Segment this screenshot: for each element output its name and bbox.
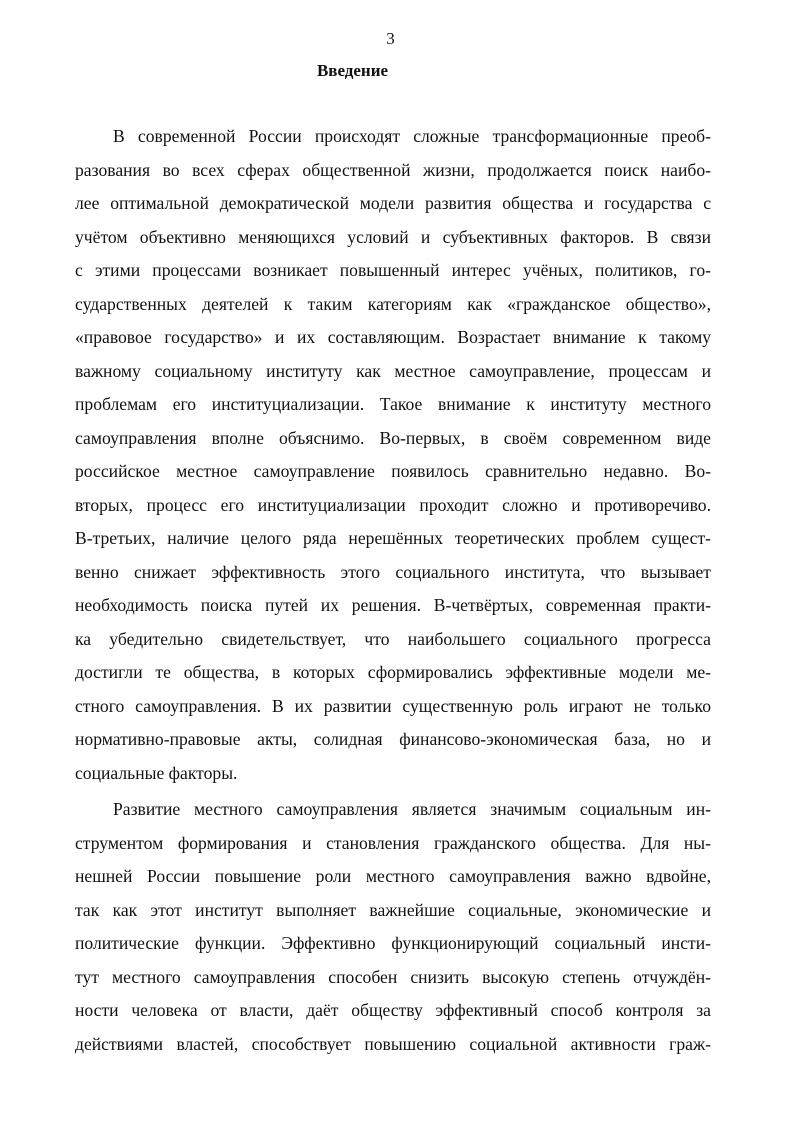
text-line: проблемам его институциализации. Такое внимание к институту местного bbox=[75, 394, 711, 414]
text-line: разования во всех сферах общественной жизни, продолжается поиск наибо- bbox=[75, 159, 711, 180]
document-body bbox=[75, 120, 711, 1061]
text-line: действиями властей, способствует повышению социальной активности граж- bbox=[75, 1033, 711, 1054]
text-line: лее оптимальной демократической модели развития общества и государства с bbox=[75, 193, 711, 213]
text-line: важному социальному институту как местное самоуправление, процессам и bbox=[75, 360, 711, 381]
text-line: В современной России происходят сложные трансформационные преоб- bbox=[113, 126, 711, 146]
text-line: ности человека от власти, даёт обществу эффективный способ контроля за bbox=[75, 1000, 711, 1020]
text-line: стного самоуправления. В их развитии существенную роль играют не только bbox=[75, 695, 711, 716]
text-line: «правовое государство» и их составляющим. Возрастает внимание к такому bbox=[75, 327, 711, 347]
text-line: вторых, процесс его институциализации проходит сложно и противоречиво. bbox=[75, 494, 711, 515]
text-line: российское местное самоуправление появилось сравнительно недавно. Во- bbox=[75, 461, 711, 481]
text-line: необходимость поиска путей их решения. В-четвёртых, современная практи- bbox=[75, 595, 711, 615]
text-line: ка убедительно свидетельствует, что наибольшего социального прогресса bbox=[75, 628, 711, 649]
text-line: В-третьих, наличие целого ряда нерешённых теоретических проблем сущест- bbox=[75, 528, 711, 548]
text-line: Развитие местного самоуправления является значимым социальным ин- bbox=[113, 799, 711, 819]
text-line: политические функции. Эффективно функционирующий социальный инсти- bbox=[75, 933, 711, 953]
text-line: струментом формирования и становления гражданского общества. Для ны- bbox=[75, 832, 711, 853]
text-line: социальные факторы. bbox=[75, 762, 238, 783]
page-number: 3 bbox=[386, 29, 395, 48]
text-line: так как этот институт выполняет важнейшие социальные, экономические и bbox=[75, 899, 711, 920]
text-line: с этими процессами возникает повышенный интерес учёных, политиков, го- bbox=[75, 260, 711, 280]
text-line: нешней России повышение роли местного самоуправления важно вдвойне, bbox=[75, 866, 711, 886]
text-line: нормативно-правовые акты, солидная финансово-экономическая база, но и bbox=[75, 729, 711, 749]
text-line: сударственных деятелей к таким категориям как «гражданское общество», bbox=[75, 293, 711, 314]
text-line: самоуправления вполне объяснимо. Во-первых, в своём современном виде bbox=[75, 427, 711, 448]
text-line: венно снижает эффективность этого социального института, что вызывает bbox=[75, 561, 711, 582]
text-line: достигли те общества, в которых сформировались эффективные модели ме- bbox=[75, 662, 711, 682]
section-heading: Введение bbox=[316, 61, 389, 80]
text-line: учётом объективно меняющихся условий и субъективных факторов. В связи bbox=[75, 226, 711, 247]
paragraph bbox=[75, 793, 711, 1061]
paragraph bbox=[75, 120, 711, 790]
text-line: тут местного самоуправления способен снизить высокую степень отчуждён- bbox=[75, 966, 711, 987]
